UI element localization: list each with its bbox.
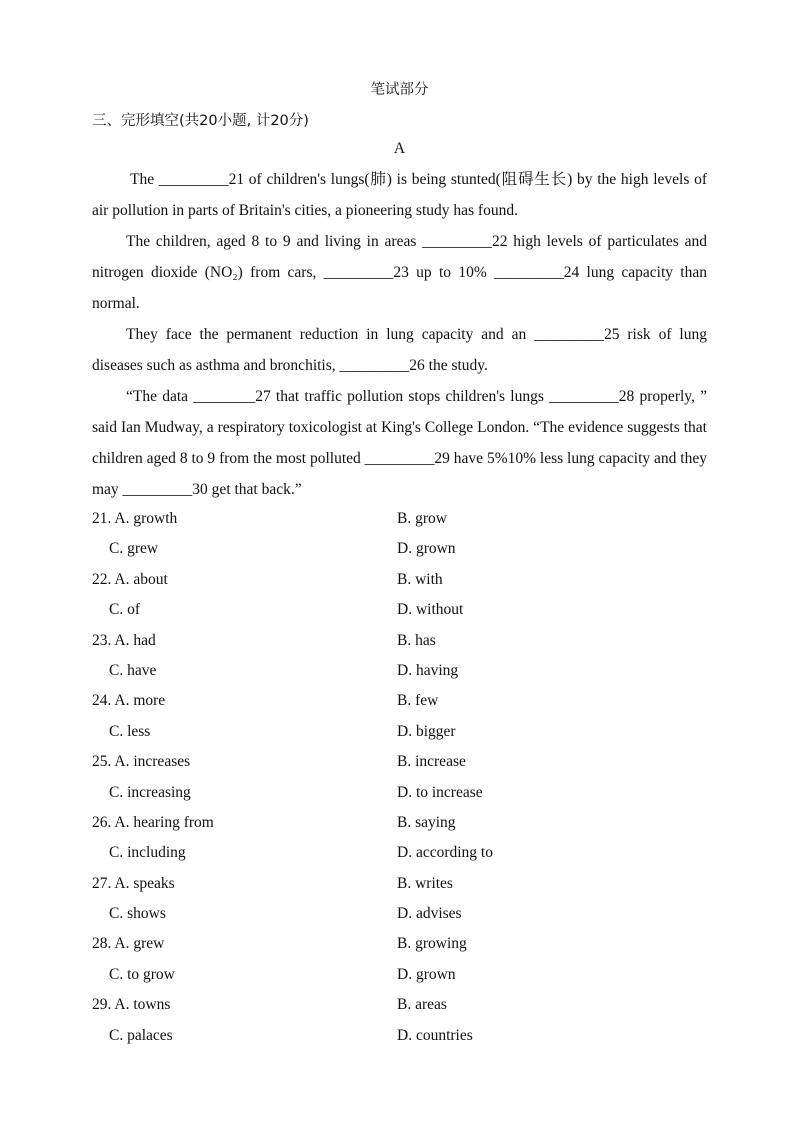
question-row — [92, 990, 707, 1020]
option-a: 25. A. increases — [92, 753, 191, 771]
answer-options — [92, 504, 707, 1051]
question-row — [92, 686, 707, 716]
option-b: B. has — [397, 631, 436, 649]
section-title: 笔试部分 — [370, 82, 429, 98]
option-a: 26. A. hearing from — [92, 813, 214, 831]
option-d: D. bigger — [397, 722, 456, 740]
option-c: C. of — [109, 601, 140, 619]
part-title: 三、完形填空(共20小题, 计20分) — [92, 113, 309, 129]
question-row — [92, 656, 707, 686]
option-b: B. areas — [397, 996, 447, 1014]
question-row — [92, 595, 707, 625]
option-b: B. saying — [397, 813, 456, 831]
question-row — [92, 808, 707, 838]
question-row — [92, 960, 707, 990]
question-row — [92, 747, 707, 777]
question-row — [92, 778, 707, 808]
question-row — [92, 565, 707, 595]
option-c: C. shows — [109, 905, 166, 923]
option-c: C. to grow — [109, 965, 175, 983]
question-row — [92, 929, 707, 959]
option-d: D. grown — [397, 540, 456, 558]
option-b: B. with — [397, 570, 443, 588]
option-c: C. grew — [109, 540, 159, 558]
option-a: 24. A. more — [92, 692, 166, 710]
paragraph: The _________21 of children's lungs(肺) is being stunted(阻碍生长) by the high levels of air pollution in parts of Britain's cities, a pioneering study has found. — [92, 171, 707, 219]
question-row — [92, 534, 707, 564]
option-d: D. having — [397, 661, 459, 679]
option-d: D. without — [397, 601, 464, 619]
question-row — [92, 838, 707, 868]
option-c: C. less — [109, 722, 151, 740]
paragraph: “The data ________27 that traffic pollution stops children's lungs _________28 properly, ” said Ian Mudway, a respiratory toxicologist at King's College London. “The evidence suggests that children aged 8 to 9 from the most polluted _________29 have 5%10% less lung capacity and they may _________30 get that back.” — [92, 388, 707, 498]
option-c: C. including — [109, 844, 186, 862]
question-row — [92, 869, 707, 899]
option-d: D. to increase — [397, 783, 483, 801]
passage-label: A — [393, 140, 406, 157]
option-d: D. grown — [397, 965, 456, 983]
option-a: 27. A. speaks — [92, 874, 175, 892]
paragraph: The children, aged 8 to 9 and living in areas _________22 high levels of particulates and nitrogen dioxide (NO₂) from cars, _________23 up to 10% _________24 lung capacity than normal. — [92, 233, 707, 312]
question-row — [92, 504, 707, 534]
option-b: B. writes — [397, 874, 453, 892]
option-a: 23. A. had — [92, 631, 156, 649]
option-d: D. advises — [397, 905, 462, 923]
option-d: D. countries — [397, 1026, 473, 1044]
option-a: 28. A. grew — [92, 935, 165, 953]
option-b: B. increase — [397, 753, 466, 771]
option-d: D. according to — [397, 844, 493, 862]
option-c: C. increasing — [109, 783, 191, 801]
question-row — [92, 1021, 707, 1051]
option-b: B. growing — [397, 935, 467, 953]
question-row — [92, 899, 707, 929]
option-a: 29. A. towns — [92, 996, 171, 1014]
option-a: 22. A. about — [92, 570, 168, 588]
option-b: B. grow — [397, 510, 447, 527]
option-c: C. palaces — [109, 1026, 173, 1044]
option-b: B. few — [397, 692, 439, 710]
option-a: 21. A. growth — [92, 510, 178, 527]
question-row — [92, 626, 707, 656]
passage-text — [92, 164, 707, 505]
option-c: C. have — [109, 661, 157, 679]
paragraph: They face the permanent reduction in lung capacity and an _________25 risk of lung diseases such as asthma and bronchitis, _________26 the study. — [92, 326, 707, 374]
question-row — [92, 717, 707, 747]
